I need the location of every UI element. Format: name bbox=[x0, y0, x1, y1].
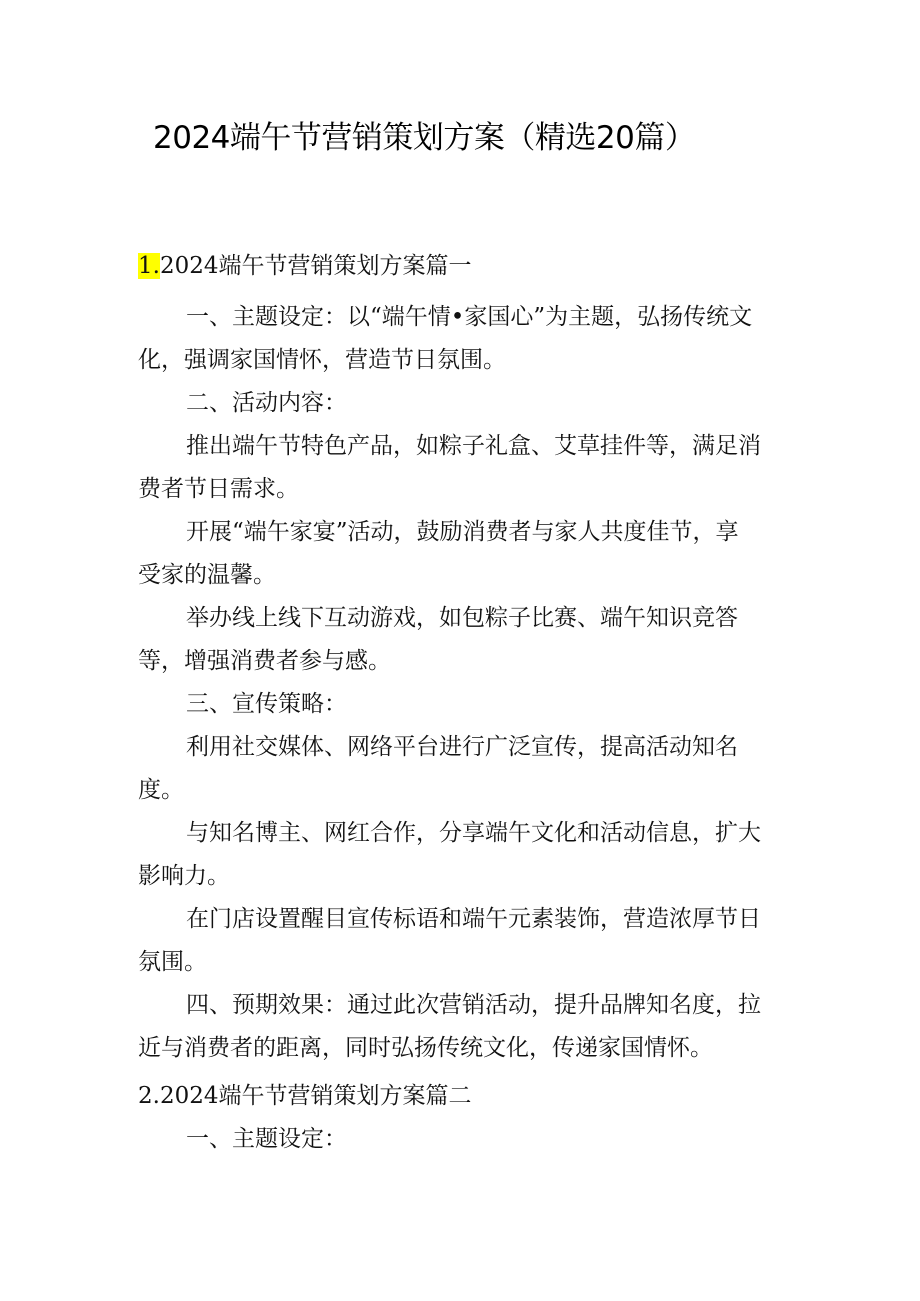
section-1-heading bbox=[138, 245, 472, 288]
paragraph: 三、宣传策略： bbox=[186, 691, 347, 717]
section-number-highlight: 1. bbox=[138, 253, 160, 279]
paragraph-continuation: 氛围。 bbox=[138, 949, 207, 975]
paragraph-continuation: 度。 bbox=[138, 777, 184, 803]
section-2-heading: 2.2024端午节营销策划方案篇二 bbox=[138, 1083, 472, 1109]
paragraph-continuation: 等，增强消费者参与感。 bbox=[138, 648, 391, 674]
paragraph-continuation: 近与消费者的距离，同时弘扬传统文化，传递家国情怀。 bbox=[138, 1035, 713, 1061]
paragraph: 举办线上线下互动游戏，如包粽子比赛、端午知识竞答 bbox=[186, 605, 738, 631]
paragraph: 四、预期效果：通过此次营销活动，提升品牌知名度，拉 bbox=[186, 992, 761, 1018]
paragraph-continuation: 影响力。 bbox=[138, 863, 230, 889]
paragraph: 开展“端午家宴”活动，鼓励消费者与家人共度佳节，享 bbox=[186, 519, 739, 545]
paragraph: 一、主题设定：以“端午情•家国心”为主题，弘扬传统文 bbox=[186, 304, 753, 330]
paragraph: 在门店设置醒目宣传标语和端午元素装饰，营造浓厚节日 bbox=[186, 906, 761, 932]
paragraph-continuation: 费者节日需求。 bbox=[138, 476, 299, 502]
paragraph: 与知名博主、网红合作，分享端午文化和活动信息，扩大 bbox=[186, 820, 761, 846]
paragraph-continuation: 受家的温馨。 bbox=[138, 562, 276, 588]
section-heading-text: 2024端午节营销策划方案篇一 bbox=[159, 253, 472, 279]
paragraph: 二、活动内容： bbox=[186, 390, 347, 416]
paragraph: 一、主题设定： bbox=[186, 1126, 347, 1152]
document-title: 2024端午节营销策划方案（精选20篇） bbox=[153, 120, 696, 156]
paragraph: 利用社交媒体、网络平台进行广泛宣传，提高活动知名 bbox=[186, 734, 738, 760]
paragraph: 推出端午节特色产品，如粽子礼盒、艾草挂件等，满足消 bbox=[186, 433, 761, 459]
paragraph-continuation: 化，强调家国情怀，营造节日氛围。 bbox=[138, 347, 506, 373]
